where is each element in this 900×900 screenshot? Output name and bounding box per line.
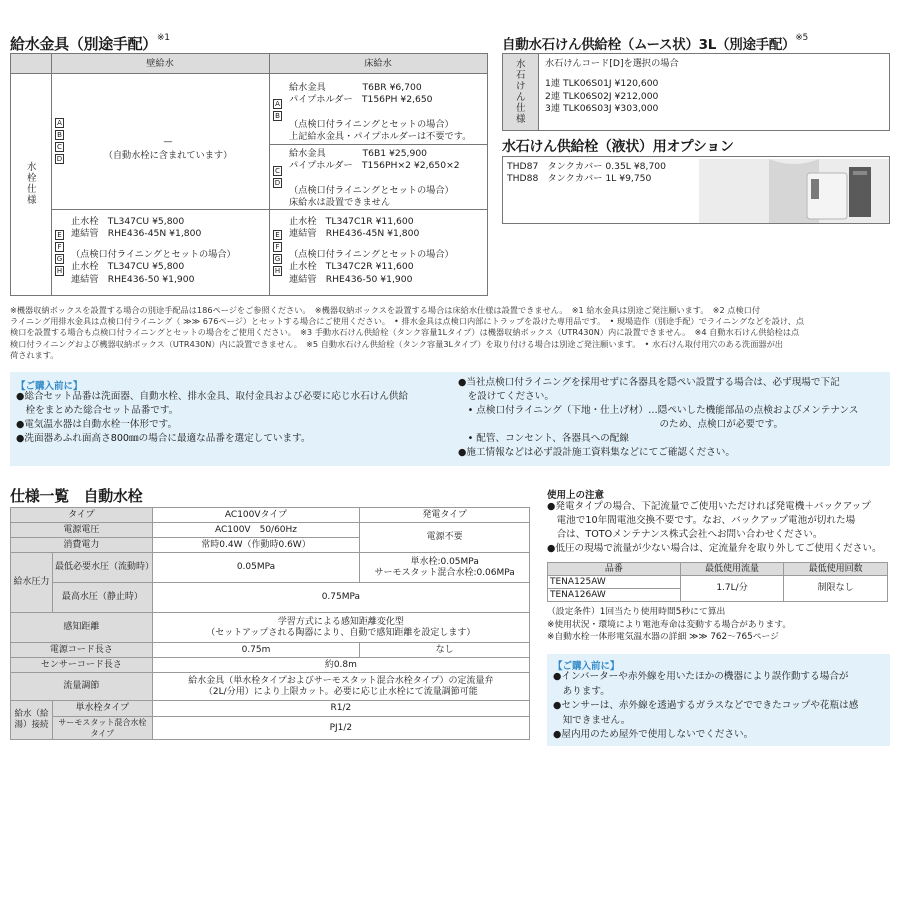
col-floor-header: 床給水 <box>364 58 392 69</box>
usage-flow: 1.7L/分 <box>680 576 784 602</box>
spec-sensor-label: センサーコード長さ <box>11 658 153 673</box>
wall-not-included: （自動水栓に含まれています） <box>103 150 233 161</box>
purchase-notice-left: ●総合セット品番は洗面器、自動水栓、排水金具、取付金具および必要に応じ水石けん供給 栓をまとめた総合セット品番です。 ●電気温水器は自動水栓一体形です。 ●洗面器あふれ面高さ800㎜の場合に最適な品番を選定しています。 <box>16 391 409 444</box>
spec-title: 仕様一覧 自動水栓 <box>10 487 143 505</box>
usage-notes: （設定条件）1回当たり使用時間5秒にて算出 ※使用状況・環境により電池寿命は変動する場合があります。 ※自動水栓一体形電気温水器の詳細 ≫≫ 762〜765ページ <box>547 607 792 642</box>
spec-cord-gen: なし <box>360 643 530 658</box>
soap-dispenser-models: 水石けんコード[D]を選択の場合 1連 TLK06S01J ¥120,600 2連 TLK06S02J ¥212,000 3連 TLK06S03J ¥303,000 <box>545 58 679 115</box>
water-fittings-table <box>10 53 488 296</box>
usage-title: 使用上の注意 <box>547 490 605 501</box>
usage-table <box>547 562 888 602</box>
spec-single-label: 単水栓タイプ <box>52 701 152 717</box>
spec-voltage-gen: 電源不要 <box>360 523 530 553</box>
spec-power-label: 消費電力 <box>11 538 153 553</box>
tank-cover-product-image <box>699 159 889 223</box>
spec-min-label: 最低必要水圧（流動時） <box>52 553 152 583</box>
floor-ab-details: 給水金具 T6BR ¥6,700 パイプホルダー T156PH ¥2,650 （点検口付ライニングとセットの場合） 上記給水金具・パイプホルダーは不要です。 <box>289 82 472 143</box>
spec-max-val: 0.75MPa <box>152 583 529 613</box>
spec-thermo-label: サーモスタット混合水栓タイプ <box>52 717 152 740</box>
soap-option-list: THD87 タンクカバー 0.35L ¥8,700 THD88 タンクカバー 1L ¥9,750 <box>507 161 666 185</box>
spec-flow-val: 給水金具（単水栓タイプおよびサーモスタット混合水栓タイプ）の定流量弁 （2L/分用）により上限カット。必要に応じ止水栓にて流量調節可能 <box>152 673 529 701</box>
purchase-notice-2-lines: ●インバーターや赤外線を用いたほかの機器により誤作動する場合が あります。 ●センサーは、赤外線を透過するガラスなどでできたコップや花瓶は感 知できません。 ●屋内用のため屋外で使用しないでください。 <box>553 671 859 740</box>
floor-cd-details: 給水金具 T6B1 ¥25,900 パイプホルダー T156PH×2 ¥2,650×2 （点検口付ライニングとセットの場合） 床給水は設置できません <box>289 148 460 209</box>
letter-marks-abcd: A B C D <box>56 119 63 163</box>
wall-efgh-details: 止水栓 TL347CU ¥5,800 連結管 RHE436-45N ¥1,800 （点検口付ライニングとセットの場合） 止水栓 TL347CU ¥5,800 連結管 RHE436-50 ¥1,900 <box>71 216 236 285</box>
usage-model-2: TENA126AW <box>548 589 681 602</box>
letter-marks-efgh-wall: E F G H <box>56 231 63 275</box>
purchase-notice-label: 【ご購入前に】 <box>16 381 83 392</box>
section-title-soap-option: 水石けん供給栓（液状）用オプション <box>502 139 734 155</box>
usage-head-count: 最低使用回数 <box>784 563 888 576</box>
spec-cord-ac: 0.75m <box>152 643 360 658</box>
spec-flow-label: 流量調節 <box>11 673 153 701</box>
purchase-notice-right: ●当社点検口付ライニングを採用せずに各器具を隠ぺい設置する場合は、必ず現場で下記 を設けてください。 • 点検口付ライニング（下地・仕上げ材）…隠ぺいした機能部品の点検およびメンテナンス のため、点検口が必要です。 • 配管、コンセント、各器具への配線 ●施工情報などは必ず設計施工資料集などにてご確認ください。 <box>458 377 859 458</box>
row-label-soap-spec: 水石けん仕様 <box>516 59 526 125</box>
spec-sensor-val: 約0.8m <box>152 658 529 673</box>
floor-efgh-details: 止水栓 TL347C1R ¥11,600 連結管 RHE436-45N ¥1,800 （点検口付ライニングとセットの場合） 止水栓 TL347C2R ¥11,600 連結管 RHE436-50 ¥1,900 <box>289 216 454 285</box>
spec-single-val: R1/2 <box>152 701 529 717</box>
spec-col-ac: AC100Vタイプ <box>152 508 360 523</box>
letter-marks-efgh-floor: E F G H <box>274 231 281 275</box>
spec-col-gen: 発電タイプ <box>360 508 530 523</box>
spec-min-ac: 0.05MPa <box>152 553 360 583</box>
spec-voltage-label: 電源電圧 <box>11 523 153 538</box>
spec-cord-label: 電源コード長さ <box>11 643 153 658</box>
col-wall-header: 壁給水 <box>146 58 174 69</box>
purchase-notice-box-2 <box>547 654 890 746</box>
purchase-notice-box <box>10 372 890 466</box>
spec-sense-label: 感知距離 <box>11 613 153 643</box>
section-title-soap-dispenser: 自動水石けん供給栓（ムース状）3L（別途手配）$^{※5}$ <box>502 33 808 53</box>
spec-min-gen: 単水栓:0.05MPa サーモスタット混合水栓:0.06MPa <box>360 553 530 583</box>
usage-count: 制限なし <box>784 576 888 602</box>
soap-option-box <box>502 156 890 224</box>
usage-lines: ●発電タイプの場合、下記流量でご使用いただければ発電機＋バックアップ 電池で10年間電池交換不要です。なお、バックアップ電池が切れた場 合は、TOTOメンテナンス株式会社へお問い合わせください。 ●低圧の現場で流量が少ない場合は、定流量弁を取り外してご使用ください。 <box>547 501 882 554</box>
wall-dash: — <box>163 136 173 147</box>
section-title-water-fittings: 給水金具（別途手配）$^{※1}$ <box>10 33 170 53</box>
letter-marks-cd: C D <box>274 167 281 187</box>
spec-thermo-val: PJ1/2 <box>152 717 529 740</box>
spec-sense-val: 学習方式による感知距離変化型 （セットアップされる陶器により、自動で感知距離を設定します） <box>152 613 529 643</box>
usage-head-flow: 最低使用流量 <box>680 563 784 576</box>
letter-marks-ab: A B <box>273 99 282 123</box>
spec-pressure-label: 給水圧力 <box>11 553 53 613</box>
footnotes: ※機器収納ボックスを設置する場合の別途手配品は186ページをご参照ください。 ※機器収納ボックスを設置する場合は床給水仕様は設置できません。 ※1 給水金具は別途ご発注願います。 ※2 点検口付 ライニング用排水金具は点検口付ライニング（ ≫≫ 676ページ）とセットする場合にご使用ください。 • 排水金具は点検口内部にトラップを設けた専用品です。 • 現場造作（別途手配）でライニングなどを設け、点 検口を設置する場合も点検口付ライニングとセットの場合をご使用ください。 ※3 手動水石けん供給栓（タンク容量1Lタイプ）は機器収納ボックス（UTR430N）内に設置できません。 ※4 自動水石けん供給栓は点 検口付ライニングおよび機器収納ボックス（UTR430N）内に設置できません。 ※5 自動水石けん供給栓（タンク容量3Lタイプ）を取り付ける場合は別途ご発注願います。 • 水石けん取付用穴のある洗面器が出 荷されます。 <box>10 305 805 360</box>
row-label-faucet-spec: 水栓仕様 <box>27 162 37 206</box>
spec-conn-label: 給水（給湯）接続 <box>11 701 53 740</box>
spec-power-ac: 常時0.4W（作動時0.6W） <box>152 538 360 553</box>
spec-max-label: 最高水圧（静止時） <box>52 583 152 613</box>
usage-model-1: TENA125AW <box>548 576 681 589</box>
soap-dispenser-table <box>502 53 890 131</box>
spec-type-label: タイプ <box>11 508 153 523</box>
spec-voltage-ac: AC100V 50/60Hz <box>152 523 360 538</box>
spec-table <box>10 507 530 740</box>
purchase-notice-label-2: 【ご購入前に】 <box>553 661 620 672</box>
usage-head-model: 品番 <box>548 563 681 576</box>
